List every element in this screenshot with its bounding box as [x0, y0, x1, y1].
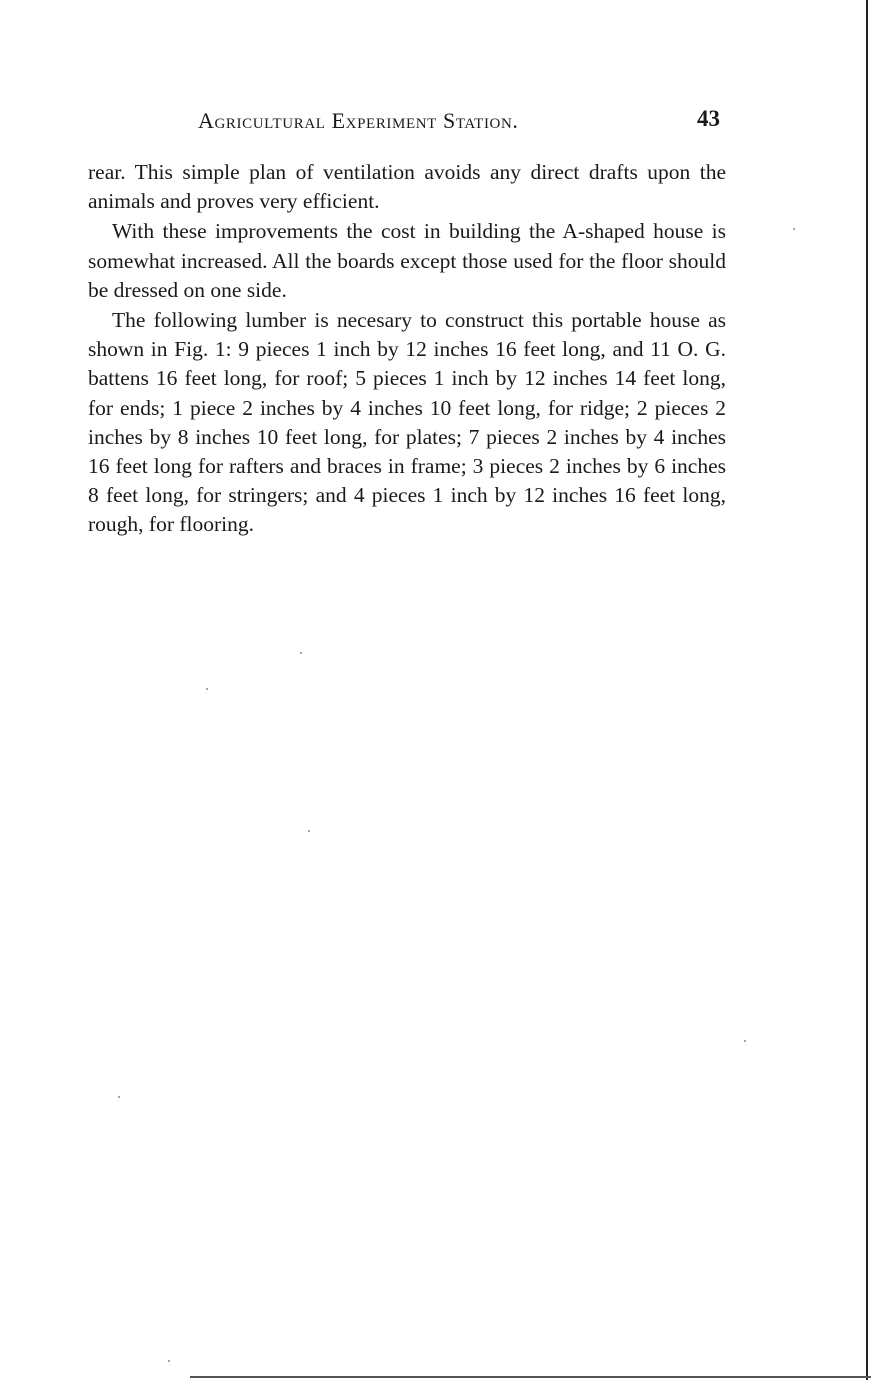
scan-speck: [168, 1360, 170, 1362]
page-number: 43: [697, 106, 720, 131]
scan-speck: [300, 652, 302, 654]
paragraph-1: rear. This simple plan of ventilation avoids any direct drafts upon the animals and proves very efficient.: [88, 160, 726, 214]
scan-speck: [744, 1040, 746, 1042]
paragraph-2: With these improvements the cost in building the A-shaped house is somewhat increased. All the boards except those used for the floor should be dressed on one side.: [88, 219, 726, 302]
scan-speck: [118, 1096, 120, 1098]
scan-speck: [206, 688, 208, 690]
scan-speck: [308, 830, 310, 832]
scan-speck: [793, 228, 795, 230]
page-edge-rule-bottom: [190, 1376, 871, 1378]
running-title: Agricultural Experiment Station.: [198, 108, 519, 133]
body-text: [88, 158, 726, 540]
paragraph-3: The following lumber is necesary to construct this portable house as shown in Fig. 1: 9 pieces 1 inch by 12 inches 16 feet long, and 11 O. G. battens 16 feet long, for roof; 5 pieces 1 inch by 12 inches 14 feet long, for ends; 1 piece 2 inches by 4 inches 10 feet long, for ridge; 2 pieces 2 inches by 8 inches 10 feet long, for plates; 7 pieces 2 inches by 4 inches 16 feet long for rafters and braces in frame; 3 pieces 2 inches by 6 inches 8 feet long, for stringers; and 4 pieces 1 inch by 12 inches 16 feet long, rough, for flooring.: [88, 308, 726, 537]
page-edge-rule-right: [866, 0, 868, 1380]
